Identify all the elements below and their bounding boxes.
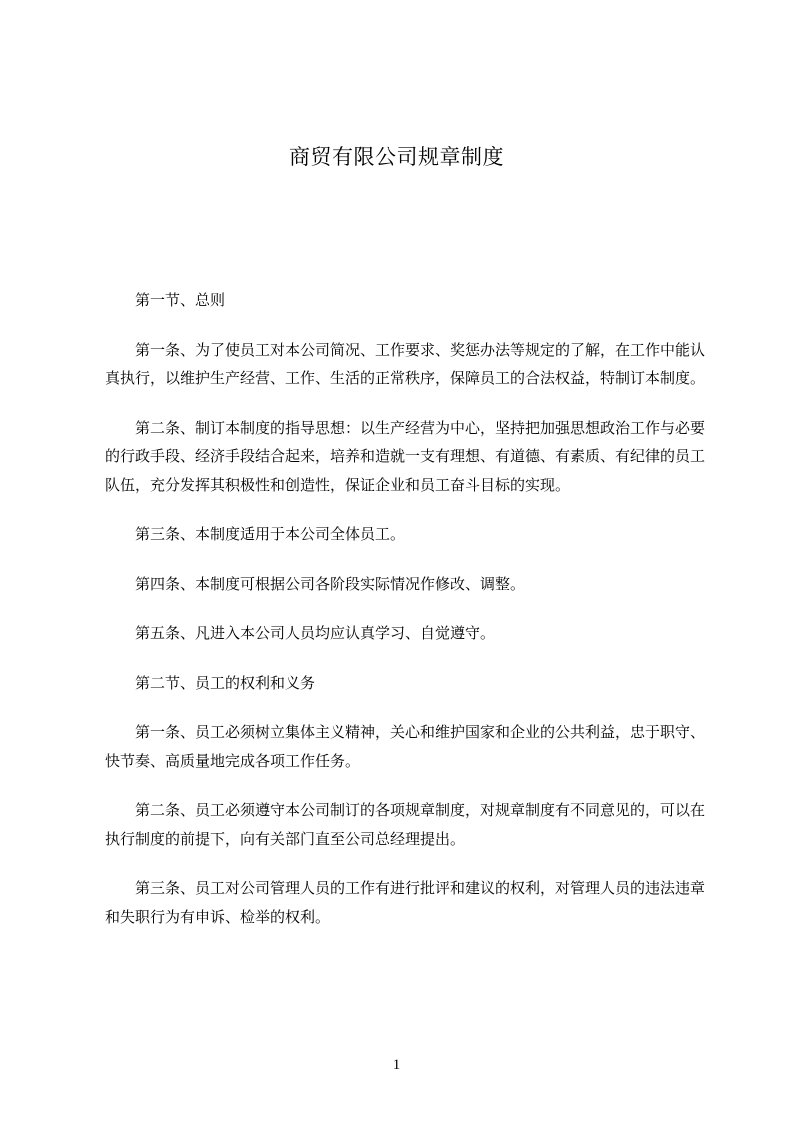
article-paragraph: 第三条、员工对公司管理人员的工作有进行批评和建议的权利，对管理人员的违法违章和失职行为有申诉、检举的权利。 [105, 879, 706, 926]
document-title: 商贸有限公司规章制度 [289, 145, 504, 169]
article-paragraph: 第一条、员工必须树立集体主义精神，关心和维护国家和企业的公共利益，忠于职守、快节奏、高质量地完成各项工作任务。 [105, 723, 706, 770]
section-heading: 第二节、员工的权利和义务 [135, 673, 316, 692]
article-paragraph: 第四条、本制度可根据公司各阶段实际情况作修改、调整。 [135, 574, 526, 593]
article-paragraph: 第二条、制订本制度的指导思想：以生产经营为中心，坚持把加强思想政治工作与必要的行政手段、经济手段结合起来，培养和造就一支有理想、有道德、有素质、有纪律的员工队伍，充分发挥其积极性和创造性，保证企业和员工奋斗目标的实现。 [105, 418, 706, 494]
document-body [105, 286, 705, 931]
article-paragraph: 第二条、员工必须遵守本公司制订的各项规章制度，对规章制度有不同意见的，可以在执行制度的前提下，向有关部门直至公司总经理提出。 [105, 801, 706, 848]
article-paragraph: 第五条、凡进入本公司人员均应认真学习、自觉遵守。 [135, 624, 496, 642]
section-heading: 第一节、总则 [135, 291, 226, 309]
article-paragraph: 第一条、为了使员工对本公司简况、工作要求、奖惩办法等规定的了解，在工作中能认真执行，以维护生产经营、工作、生活的正常秩序，保障员工的合法权益，特制订本制度。 [105, 340, 706, 387]
page-number: 1 [392, 1057, 401, 1073]
article-paragraph: 第三条、本制度适用于本公司全体员工。 [135, 525, 406, 543]
